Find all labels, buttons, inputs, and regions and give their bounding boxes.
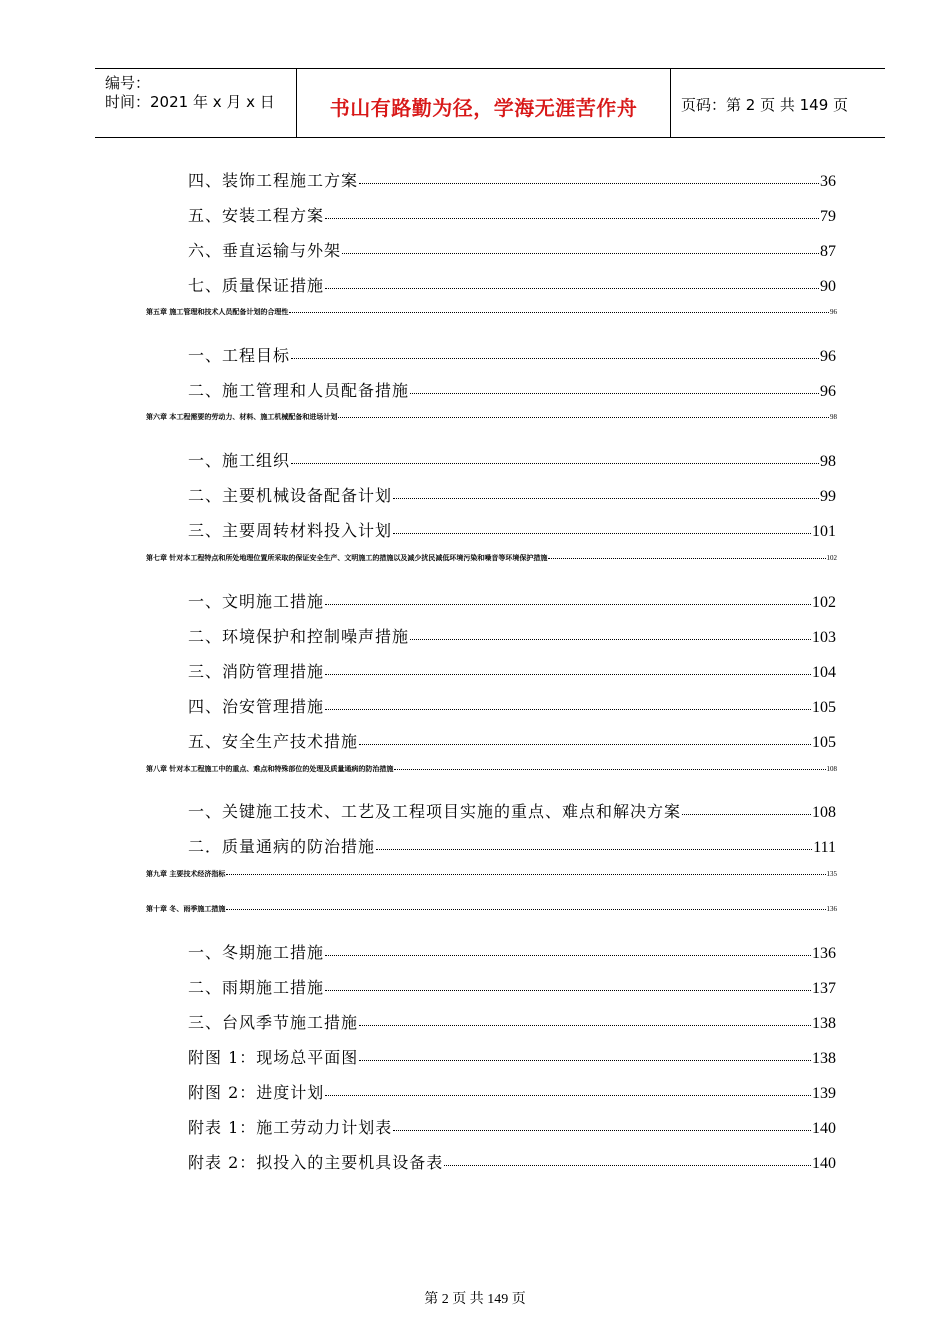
toc-page-number: 102: [826, 554, 837, 562]
toc-dot-leader: [359, 743, 811, 745]
toc-dot-leader: [393, 1129, 811, 1131]
toc-dot-leader: [325, 603, 811, 605]
toc-entry-label: 第九章 主要技术经济指标: [146, 870, 226, 878]
toc-entry-label: 六、垂直运输与外架: [188, 241, 342, 260]
toc-section-entry[interactable]: [188, 343, 836, 366]
toc-entry-label: 附图 2：进度计划: [188, 1083, 325, 1102]
toc-page-number: 136: [826, 905, 837, 913]
toc-page-number: 111: [813, 839, 836, 856]
toc-page-number: 99: [820, 488, 836, 505]
toc-page-number: 138: [812, 1050, 836, 1067]
toc-page-number: 139: [812, 1085, 836, 1102]
toc-page-number: 96: [830, 308, 837, 316]
toc-dot-leader: [376, 848, 812, 850]
toc-page-number: 138: [812, 1015, 836, 1032]
toc-entry-label: 第八章 针对本工程施工中的重点、难点和特殊部位的处理及质量通病的防治措施: [146, 765, 394, 773]
toc-entry-label: 四、治安管理措施: [188, 697, 325, 716]
page-header: [95, 68, 885, 138]
toc-section-entry[interactable]: [188, 940, 836, 963]
toc-section-entry[interactable]: [188, 834, 836, 857]
toc-section-entry[interactable]: [188, 1010, 836, 1033]
document-time-label: 时间：2021 年 x 月 x 日: [105, 93, 275, 111]
toc-dot-leader: [325, 673, 811, 675]
toc-chapter-entry[interactable]: [146, 869, 837, 879]
toc-page-number: 135: [826, 870, 837, 878]
toc-page-number: 140: [812, 1155, 836, 1172]
toc-dot-leader: [325, 954, 811, 956]
toc-page-number: 104: [812, 664, 836, 681]
toc-section-entry[interactable]: [188, 624, 836, 647]
toc-section-entry[interactable]: [188, 378, 836, 401]
toc-dot-leader: [226, 908, 825, 910]
toc-entry-label: 一、施工组织: [188, 451, 291, 470]
toc-section-entry[interactable]: [188, 273, 836, 296]
toc-dot-leader: [289, 311, 829, 313]
toc-page-number: 137: [812, 980, 836, 997]
header-left-cell: [95, 69, 297, 137]
toc-page-number: 87: [820, 243, 836, 260]
toc-page-number: 90: [820, 278, 836, 295]
toc-page-number: 98: [820, 453, 836, 470]
toc-chapter-entry[interactable]: [146, 412, 837, 422]
toc-dot-leader: [291, 462, 819, 464]
header-slogan: 书山有路勤为径，学海无涯苦作舟: [329, 96, 638, 120]
toc-entry-label: 五、安全生产技术措施: [188, 732, 359, 751]
toc-dot-leader: [410, 392, 819, 394]
header-right-cell: [671, 69, 885, 137]
toc-section-entry[interactable]: [188, 729, 836, 752]
toc-entry-label: 一、关键施工技术、工艺及工程项目实施的重点、难点和解决方案: [188, 802, 682, 821]
toc-entry-label: 附表 2：拟投入的主要机具设备表: [188, 1153, 444, 1172]
toc-dot-leader: [394, 768, 825, 770]
toc-dot-leader: [338, 416, 829, 418]
toc-entry-label: 一、文明施工措施: [188, 592, 325, 611]
toc-section-entry[interactable]: [188, 589, 836, 612]
toc-section-entry[interactable]: [188, 238, 836, 261]
toc-section-entry[interactable]: [188, 483, 836, 506]
toc-entry-label: 一、冬期施工措施: [188, 943, 325, 962]
toc-dot-leader: [291, 357, 819, 359]
toc-section-entry[interactable]: [188, 1150, 836, 1173]
toc-page-number: 96: [820, 348, 836, 365]
toc-section-entry[interactable]: [188, 1080, 836, 1103]
toc-page-number: 36: [820, 173, 836, 190]
toc-section-entry[interactable]: [188, 1115, 836, 1138]
toc-entry-label: 三、主要周转材料投入计划: [188, 521, 393, 540]
toc-section-entry[interactable]: [188, 448, 836, 471]
toc-dot-leader: [444, 1164, 811, 1166]
toc-page-number: 140: [812, 1120, 836, 1137]
toc-entry-label: 二、环境保护和控制噪声措施: [188, 627, 410, 646]
toc-dot-leader: [393, 532, 811, 534]
toc-dot-leader: [359, 1059, 811, 1061]
toc-dot-leader: [682, 813, 811, 815]
toc-entry-label: 五、安装工程方案: [188, 206, 325, 225]
toc-entry-label: 附表 1：施工劳动力计划表: [188, 1118, 393, 1137]
toc-section-entry[interactable]: [188, 975, 836, 998]
toc-dot-leader: [325, 1094, 811, 1096]
toc-page-number: 105: [812, 734, 836, 751]
toc-section-entry[interactable]: [188, 1045, 836, 1068]
toc-dot-leader: [342, 252, 819, 254]
toc-chapter-entry[interactable]: [146, 764, 837, 774]
header-page-info: 页码：第 2 页 共 149 页: [681, 96, 849, 114]
toc-entry-label: 七、质量保证措施: [188, 276, 325, 295]
header-middle-cell: [297, 69, 671, 137]
toc-dot-leader: [393, 497, 819, 499]
toc-page-number: 79: [820, 208, 836, 225]
toc-entry-label: 附图 1：现场总平面图: [188, 1048, 359, 1067]
toc-page-number: 136: [812, 945, 836, 962]
toc-section-entry[interactable]: [188, 168, 836, 191]
toc-page-number: 96: [820, 383, 836, 400]
toc-page-number: 101: [812, 523, 836, 540]
toc-dot-leader: [410, 638, 811, 640]
toc-entry-label: 二、主要机械设备配备计划: [188, 486, 393, 505]
toc-dot-leader: [325, 287, 819, 289]
toc-section-entry[interactable]: [188, 659, 836, 682]
toc-page-number: 98: [830, 413, 837, 421]
toc-entry-label: 第六章 本工程需要的劳动力、材料、施工机械配备和进场计划: [146, 413, 338, 421]
toc-entry-label: 第五章 施工管理和技术人员配备计划的合理性: [146, 308, 289, 316]
toc-entry-label: 四、装饰工程施工方案: [188, 171, 359, 190]
toc-chapter-entry[interactable]: [146, 307, 837, 317]
toc-page-number: 103: [812, 629, 836, 646]
toc-dot-leader: [226, 873, 825, 875]
toc-dot-leader: [359, 182, 819, 184]
toc-section-entry[interactable]: [188, 799, 836, 822]
toc-entry-label: 一、工程目标: [188, 346, 291, 365]
toc-dot-leader: [325, 989, 811, 991]
toc-entry-label: 第七章 针对本工程特点和所处地理位置所采取的保证安全生产、文明施工的措施以及减少扰民减低环境污染和噪音等环境保护措施: [146, 554, 548, 562]
toc-chapter-entry[interactable]: [146, 553, 837, 563]
toc-entry-label: 三、消防管理措施: [188, 662, 325, 681]
toc-entry-label: 三、台风季节施工措施: [188, 1013, 359, 1032]
toc-page-number: 102: [812, 594, 836, 611]
toc-dot-leader: [325, 217, 819, 219]
toc-section-entry[interactable]: [188, 694, 836, 717]
toc-section-entry[interactable]: [188, 518, 836, 541]
toc-section-entry[interactable]: [188, 203, 836, 226]
toc-entry-label: 二．质量通病的防治措施: [188, 837, 376, 856]
toc-page-number: 108: [826, 765, 837, 773]
document-number-label: 编号：: [105, 74, 151, 92]
page-footer: 第 2 页 共 149 页: [424, 1292, 526, 1307]
toc-page-number: 108: [812, 804, 836, 821]
toc-entry-label: 第十章 冬、雨季施工措施: [146, 905, 226, 913]
toc-page-number: 105: [812, 699, 836, 716]
toc-dot-leader: [548, 557, 825, 559]
toc-dot-leader: [325, 708, 811, 710]
toc-entry-label: 二、施工管理和人员配备措施: [188, 381, 410, 400]
toc-dot-leader: [359, 1024, 811, 1026]
toc-chapter-entry[interactable]: [146, 904, 837, 914]
toc-entry-label: 二、雨期施工措施: [188, 978, 325, 997]
